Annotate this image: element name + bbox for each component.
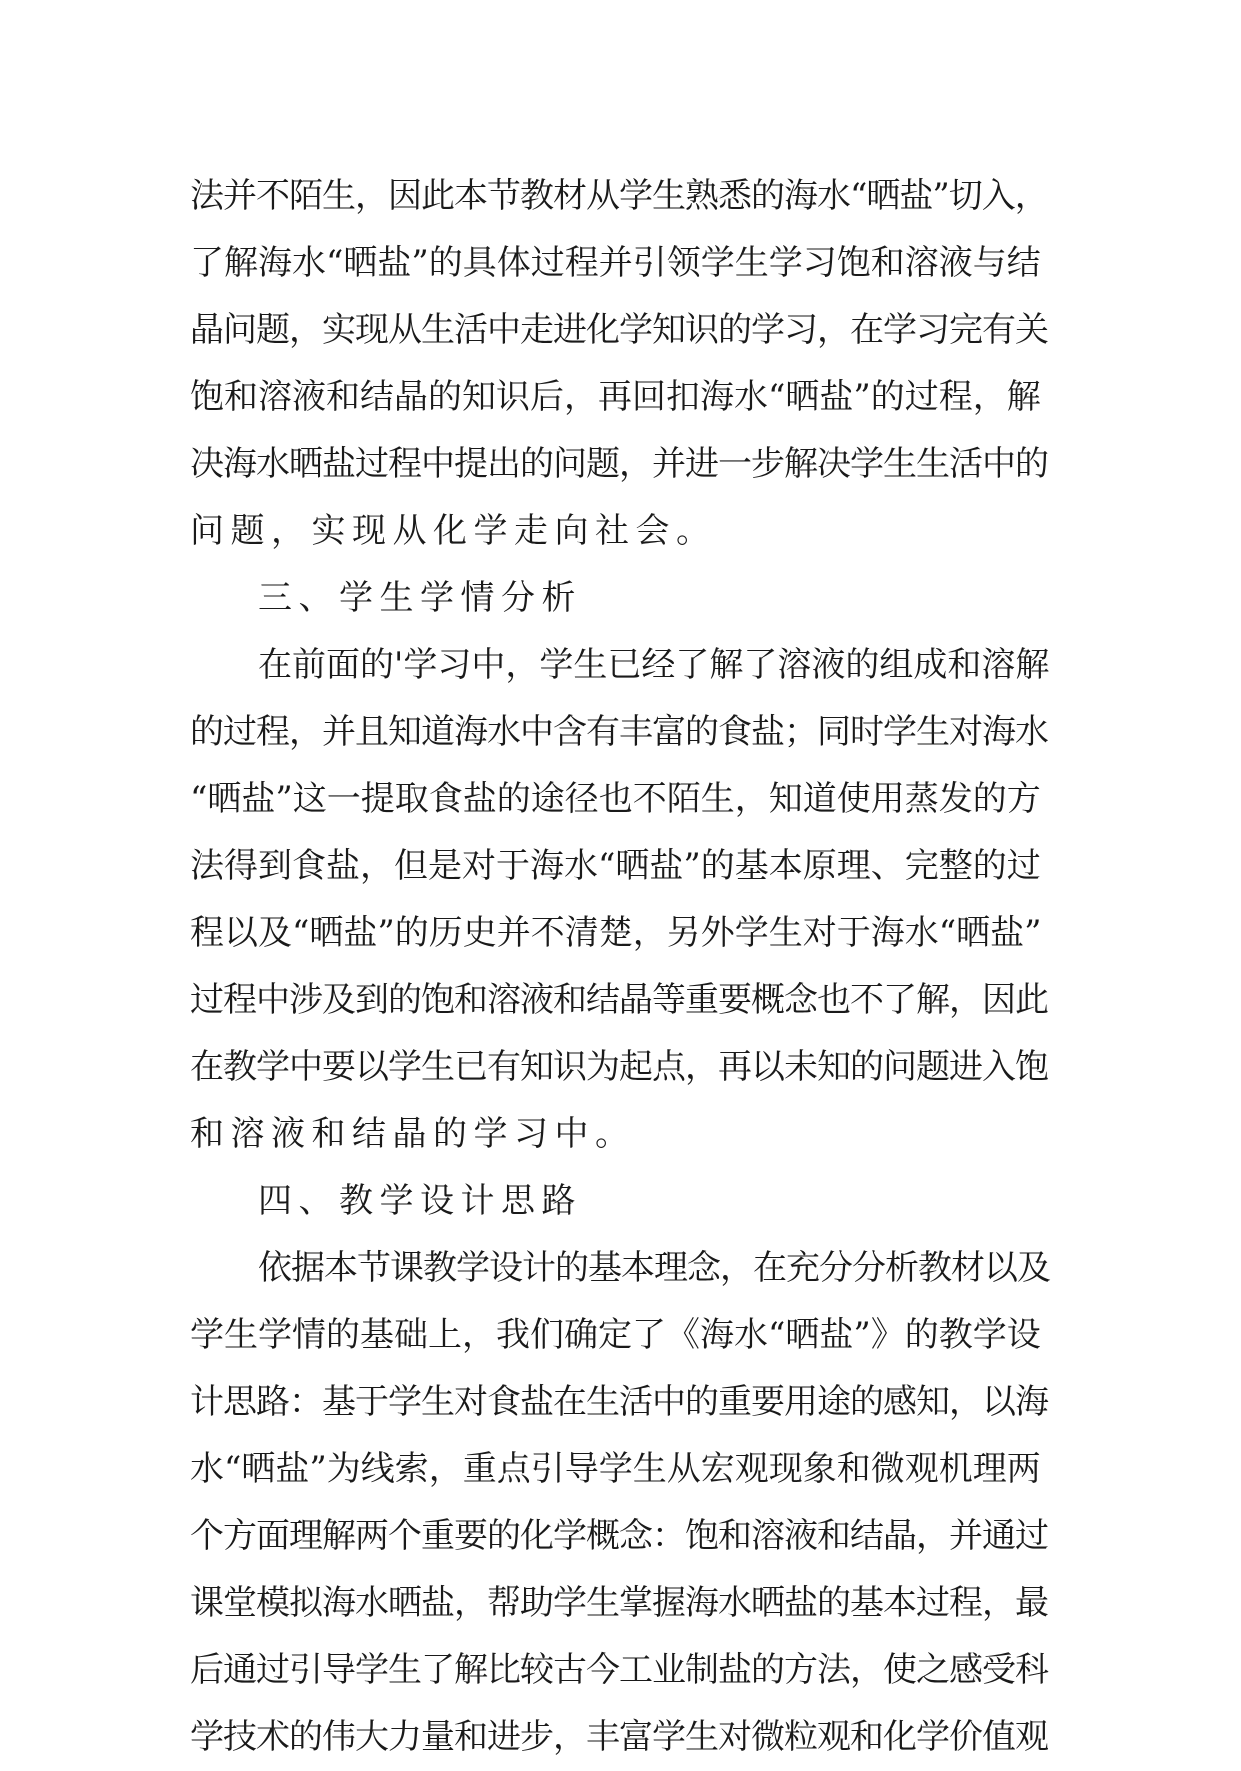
paragraph-start: 在前面的'学习中，学生已经了解了溶液的组成和溶解 bbox=[258, 645, 1050, 685]
text-line: 过程中涉及到的饱和溶液和结晶等重要概念也不了解，因此 bbox=[190, 980, 1048, 1020]
text-line: 决海水晒盐过程中提出的问题，并进一步解决学生生活中的 bbox=[190, 444, 1048, 484]
text-line: 的过程，并且知道海水中含有丰富的食盐；同时学生对海水 bbox=[190, 712, 1048, 752]
text-line: 课堂模拟海水晒盐，帮助学生掌握海水晒盐的基本过程，最 bbox=[190, 1583, 1048, 1623]
text-line: 和溶液和结晶的学习中。 bbox=[190, 1114, 636, 1154]
text-line: 个方面理解两个重要的化学概念：饱和溶液和结晶，并通过 bbox=[190, 1516, 1048, 1556]
text-line: 法得到食盐，但是对于海水“晒盐”的基本原理、完整的过 bbox=[190, 846, 1041, 886]
text-line: 在教学中要以学生已有知识为起点，再以未知的问题进入饱 bbox=[190, 1047, 1048, 1087]
text-line: 学技术的伟大力量和进步，丰富学生对微粒观和化学价值观 bbox=[190, 1717, 1048, 1757]
text-line: 程以及“晒盐”的历史并不清楚，另外学生对于海水“晒盐” bbox=[190, 913, 1042, 953]
section-heading-design-ideas: 四、教学设计思路 bbox=[258, 1181, 582, 1221]
paragraph-start: 依据本节课教学设计的基本理念，在充分分析教材以及 bbox=[258, 1248, 1050, 1288]
text-line: 计思路：基于学生对食盐在生活中的重要用途的感知，以海 bbox=[190, 1382, 1048, 1422]
text-line: 法并不陌生，因此本节教材从学生熟悉的海水“晒盐”切入， bbox=[190, 176, 1048, 216]
text-line: “晒盐”这一提取食盐的途径也不陌生，知道使用蒸发的方 bbox=[190, 779, 1041, 819]
text-line: 问题，实现从化学走向社会。 bbox=[190, 511, 717, 551]
document-body bbox=[190, 163, 1050, 1771]
text-line: 学生学情的基础上，我们确定了《海水“晒盐”》的教学设 bbox=[190, 1315, 1041, 1355]
section-heading-student-analysis: 三、学生学情分析 bbox=[258, 578, 582, 618]
text-line: 了解海水“晒盐”的具体过程并引领学生学习饱和溶液与结 bbox=[190, 243, 1041, 283]
text-line: 晶问题，实现从生活中走进化学知识的学习，在学习完有关 bbox=[190, 310, 1048, 350]
text-line: 水“晒盐”为线索，重点引导学生从宏观现象和微观机理两 bbox=[190, 1449, 1041, 1489]
text-line: 饱和溶液和结晶的知识后，再回扣海水“晒盐”的过程，解 bbox=[190, 377, 1041, 417]
text-line: 后通过引导学生了解比较古今工业制盐的方法，使之感受科 bbox=[190, 1650, 1048, 1690]
